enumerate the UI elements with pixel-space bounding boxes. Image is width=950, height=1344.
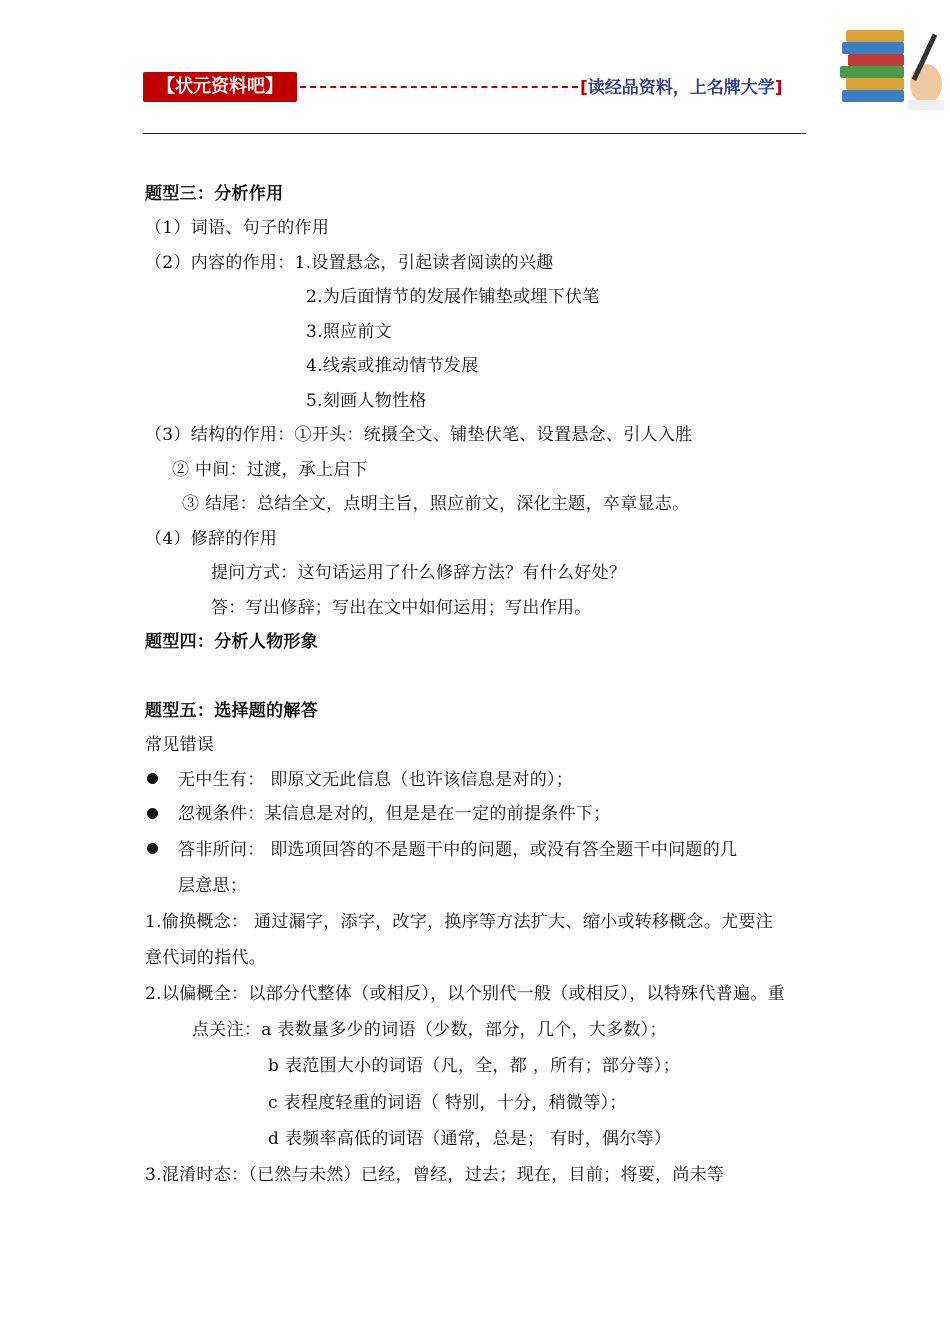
slogan-text: 读经品资料，上名牌大学 — [587, 78, 775, 98]
text-line: 答非所问： 即选项回答的不是题干中的问题，或没有答全题干中问题的几 — [178, 840, 738, 860]
text-line: 2.为后面情节的发展作铺垫或埋下伏笔 — [306, 287, 600, 307]
text-line: 答：写出修辞；写出在文中如何运用；写出作用。 — [211, 598, 592, 618]
text-line: （1）词语、句子的作用 — [145, 218, 330, 238]
text-line: ③ 结尾：总结全文，点明主旨，照应前文，深化主题，卒章显志。 — [182, 494, 690, 514]
slogan-close-bracket: ] — [774, 78, 783, 98]
text-line: 4.线索或推动情节发展 — [306, 356, 479, 376]
section-title-3: 题型三：分析作用 — [145, 184, 284, 204]
text-line: 3.照应前文 — [306, 322, 393, 342]
text-line: 提问方式：这句话运用了什么修辞方法？有什么好处？ — [211, 563, 627, 583]
text-line: 5.刻画人物性格 — [306, 391, 427, 411]
text-line: 3.混淆时态：（已然与未然）已经，曾经，过去；现在，目前；将要，尚未等 — [145, 1165, 725, 1185]
text-line: （3）结构的作用：①开头：统摄全文、铺垫伏笔、设置悬念、引人入胜 — [145, 425, 693, 445]
bullet-icon — [147, 843, 158, 854]
text-line: 忽视条件：某信息是对的，但是是在一定的前提条件下； — [178, 804, 611, 824]
text-line: 意代词的指代。 — [145, 948, 267, 968]
text-line: 2.以偏概全：以部分代整体（或相反），以个别代一般（或相反），以特殊代普遍。重 — [145, 984, 785, 1004]
slogan-open-bracket: [ — [580, 78, 588, 98]
bullet-icon — [147, 808, 158, 819]
text-line: d 表频率高低的词语（通常，总是； 有时，偶尔等） — [268, 1129, 672, 1149]
bullet-icon — [147, 773, 158, 784]
section-title-4: 题型四：分析人物形象 — [145, 632, 318, 652]
text-line: 无中生有： 即原文无此信息（也许该信息是对的）； — [178, 770, 574, 790]
text-line: 1.偷换概念： 通过漏字，添字，改字，换序等方法扩大、缩小或转移概念。尤要注 — [145, 912, 774, 932]
header-divider — [143, 133, 806, 134]
text-line: 层意思； — [178, 876, 248, 896]
section-title-5: 题型五：选择题的解答 — [145, 701, 318, 721]
text-line: （4）修辞的作用 — [145, 529, 278, 549]
header-dashed-line — [300, 86, 578, 88]
brand-banner: 【状元资料吧】 — [143, 72, 297, 102]
text-line: 点关注：a 表数量多少的词语（少数，部分，几个，大多数）； — [192, 1020, 667, 1040]
text-line: ② 中间：过渡，承上启下 — [172, 460, 369, 480]
text-line: b 表范围大小的词语（凡，全，都 ，所有；部分等）； — [268, 1056, 680, 1076]
books-pencil-icon — [838, 12, 948, 112]
text-line: 常见错误 — [145, 735, 215, 755]
text-line: （2）内容的作用：1.设置悬念，引起读者阅读的兴趣 — [145, 253, 554, 273]
text-line: c 表程度轻重的词语（ 特别，十分，稍微等）； — [268, 1093, 627, 1113]
header-slogan — [580, 74, 783, 102]
